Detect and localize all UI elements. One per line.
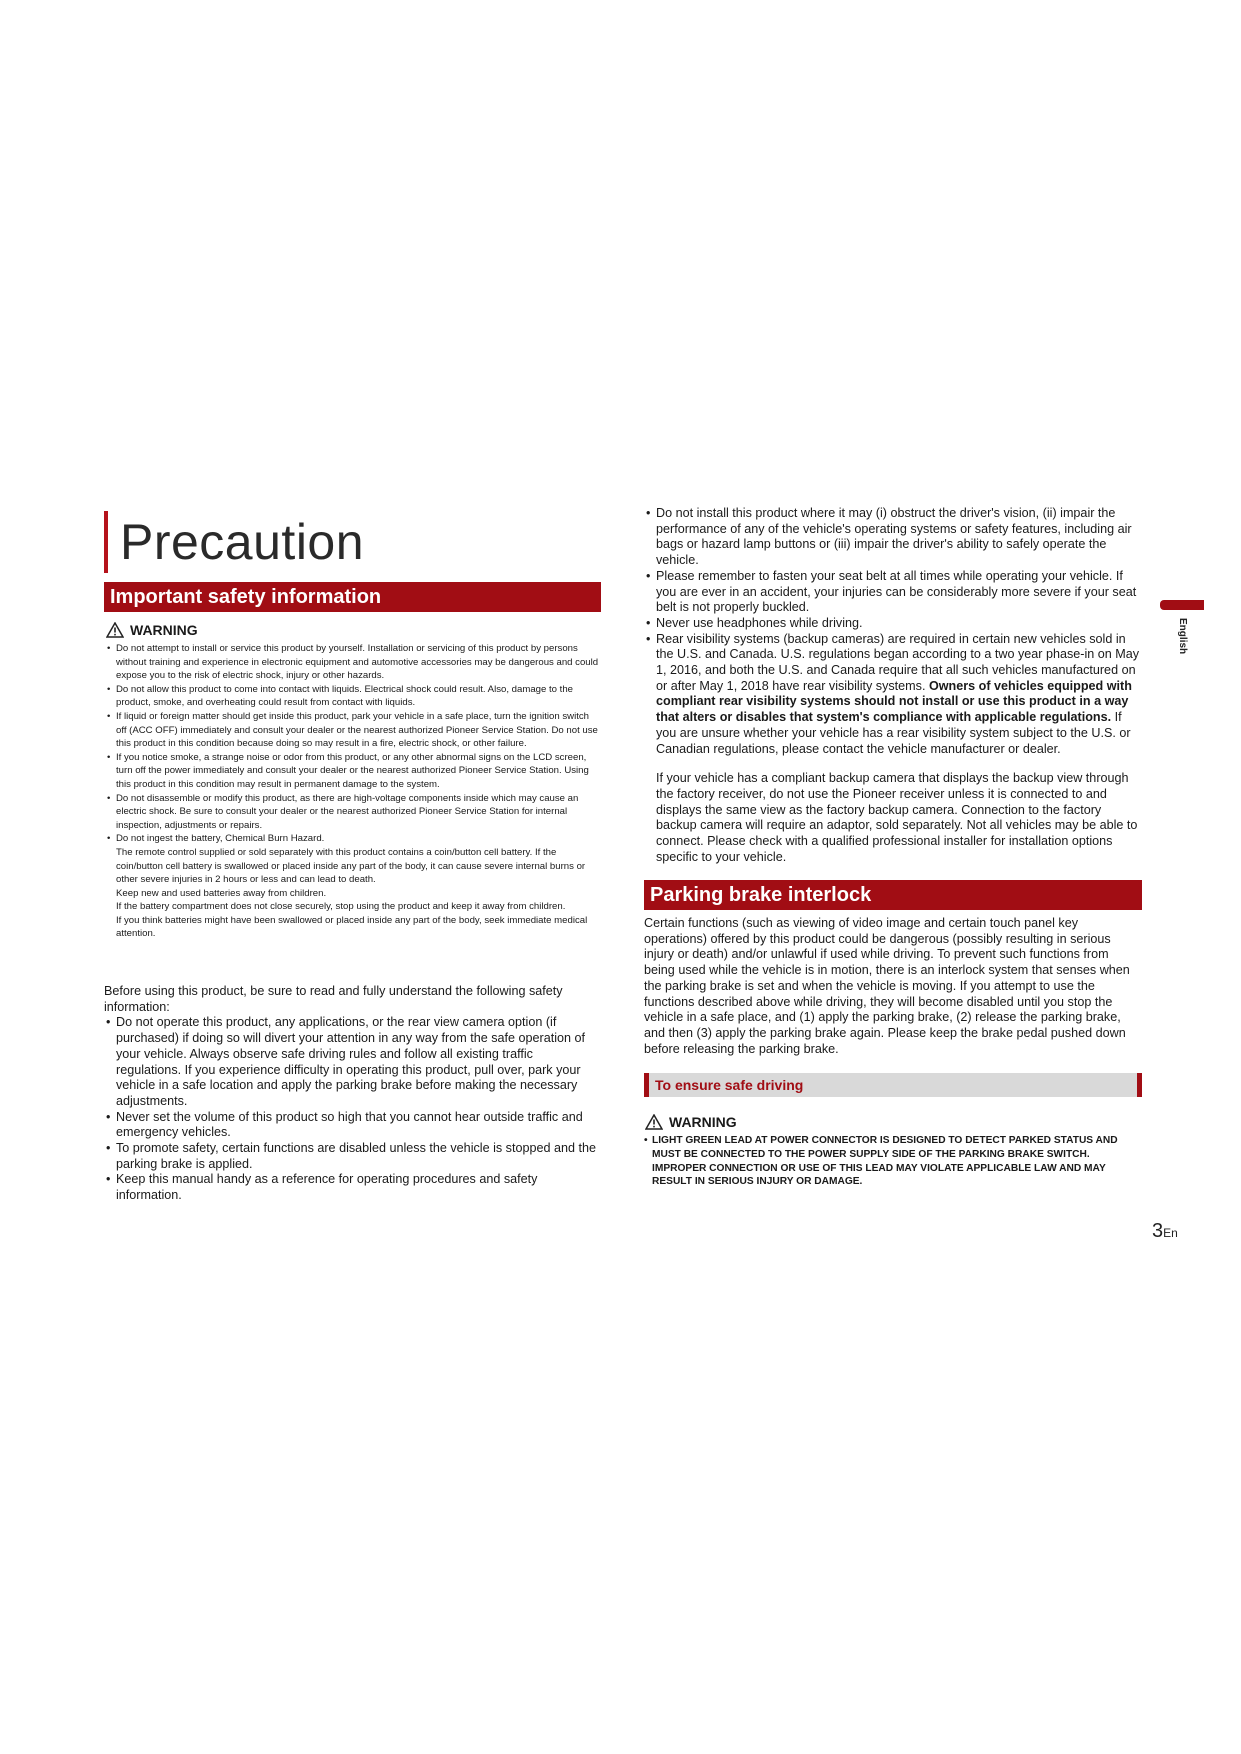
safety-item: • Do not install this product where it may (i) obstruct the driver's vision, (ii) impair the performance of any of the vehicle's operating systems or safety features, including air bags or hazard lamp buttons or (iii) impair the driver's ability to safely operate the vehicle. <box>644 506 1142 569</box>
battery-note: If you think batteries might have been swallowed or placed inside any part of the body, seek immediate medical attention. <box>116 914 588 940</box>
subsection-header-safe-driving: To ensure safe driving <box>644 1073 1142 1097</box>
safety-item: • Do not operate this product, any applications, or the rear view camera option (if purchased) if doing so will divert your attention in any way from the safe operation of your vehicle. Always observe safe driving rules and follow all existing traffic regulations. If you experience difficulty in operating this product, pull over, park your vehicle in a safe location and apply the parking brake before making the necessary adjustments. <box>104 1015 601 1109</box>
warning-item: • If liquid or foreign matter should get inside this product, park your vehicle in a safe place, turn the ignition switch off (ACC OFF) immediately and consult your dealer or the nearest authorized Pioneer Service Station. Do not use this product in this condition because doing so may result in a fire, electric shock, or other failure. <box>104 710 601 751</box>
safety-item: • Keep this manual handy as a reference for operating procedures and safety information. <box>104 1172 601 1203</box>
battery-note: Keep new and used batteries away from children. <box>116 887 327 899</box>
caps-warning-list <box>644 1134 1142 1189</box>
page-number-value: 3 <box>1152 1220 1164 1242</box>
battery-note: The remote control supplied or sold separately with this product contains a coin/button cell battery. If the coin/button cell battery is swallowed or placed inside any part of the body, it can cause severe internal burns or other severe injuries in 2 hours or less and can lead to death. <box>116 846 586 886</box>
warning-triangle-icon <box>106 622 124 638</box>
warning-triangle-icon <box>645 1114 663 1130</box>
warning-heading <box>106 622 198 638</box>
language-tab-label: English <box>1177 618 1188 655</box>
warning-label: WARNING <box>669 1114 737 1130</box>
safety-intro: Before using this product, be sure to read and fully understand the following safety information: <box>104 984 563 1014</box>
rear-visibility-bold: Owners of vehicles equipped with compliant rear visibility systems should not install or use this product in a way that alters or disables that system's compliance with applicable regulations. <box>656 678 1132 725</box>
safety-item: • Please remember to fasten your seat belt at all times while operating your vehicle. If you are ever in an accident, your injuries can be considerably more severe if your seat belt is not properly buckled. <box>644 569 1142 616</box>
warning-item: • Do not ingest the battery, Chemical Burn Hazard. <box>104 832 601 846</box>
backup-camera-paragraph: If your vehicle has a compliant backup camera that displays the backup view through the factory receiver, do not use the Pioneer receiver unless it is connected to and displays the same view as the factory backup camera. Connection to the factory backup camera will require an adaptor, sold separately. Not all vehicles may be able to connect. Please check with a qualified professional installer for installation options specific to your vehicle. <box>656 771 1138 864</box>
safety-info-block <box>104 984 601 1204</box>
parking-paragraph: Certain functions (such as viewing of video image and certain touch panel key operations) offered by this product could be dangerous (possibly resulting in serious injury or death) and/or unlawful if used while driving. To prevent such functions from being used while the vehicle is in motion, there is an interlock system that senses when the parking brake is set and when the vehicle is moving. If you attempt to use the functions described above while driving, they will become disabled until you stop the vehicle in a safe place, and (1) apply the parking brake, (2) release the parking brake, and then (3) apply the parking brake again. Please keep the brake pedal pushed down before releasing the parking brake. <box>644 916 1130 1056</box>
language-tab-marker <box>1160 600 1204 610</box>
page-title-block <box>104 510 364 574</box>
rear-visibility-item <box>644 632 1142 758</box>
caps-warning-item: • LIGHT GREEN LEAD AT POWER CONNECTOR IS DESIGNED TO DETECT PARKED STATUS AND MUST BE CONNECTED TO THE POWER SUPPLY SIDE OF THE PARKING BRAKE SWITCH. IMPROPER CONNECTION OR USE OF THIS LEAD MAY VIOLATE APPLICABLE LAW AND MAY RESULT IN SERIOUS INJURY OR DAMAGE. <box>644 1134 1142 1189</box>
right-safety-block <box>644 506 1142 865</box>
warning-heading <box>645 1114 737 1130</box>
section-header-safety: Important safety information <box>104 582 601 612</box>
battery-note: If the battery compartment does not close securely, stop using the product and keep it away from children. <box>116 901 566 913</box>
page-number <box>1152 1220 1178 1243</box>
warning-item: • Do not attempt to install or service this product by yourself. Installation or servicing of this product by persons without training and experience in electronic equipment and automotive accessories may be dangerous and could expose you to the risk of electric shock, injury or other hazards. <box>104 642 601 683</box>
page-title: Precaution <box>120 514 365 570</box>
safety-item: • Never use headphones while driving. <box>644 616 1142 632</box>
warning-item: • Do not allow this product to come into contact with liquids. Electrical shock could result. Also, damage to the product, smoke, and overheating could result from contact with liquids. <box>104 683 601 710</box>
title-accent-bar <box>104 511 108 573</box>
safety-item: • To promote safety, certain functions are disabled unless the vehicle is stopped and the parking brake is applied. <box>104 1141 601 1172</box>
page-number-lang: En <box>1163 1226 1178 1240</box>
rear-visibility-text: Rear visibility systems (backup cameras) are required in certain new vehicles sold in the U.S. and Canada. U.S. regulations began according to a two year phase-in on May 1, 2016, and both the U.S. and Canada require that all such vehicles manufactured on or after May 1, 2018 have rear visibility systems. <box>656 631 1140 693</box>
section-header-parking: Parking brake interlock <box>644 880 1142 910</box>
rear-visibility-contact: If you are unsure whether your vehicle has a rear visibility system subject to the U.S. or Canadian regulations, please contact the vehicle manufacturer or dealer. <box>656 710 1131 756</box>
warning-list <box>104 642 601 941</box>
warning-item: • If you notice smoke, a strange noise or odor from this product, or any other abnormal signs on the LCD screen, turn off the power immediately and consult your dealer or the nearest authorized Pioneer Service Station. Using this product in this condition may result in permanent damage to the system. <box>104 751 601 792</box>
warning-label: WARNING <box>130 622 198 638</box>
warning-item: • Do not disassemble or modify this product, as there are high-voltage components inside which may cause an electric shock. Be sure to consult your dealer or the nearest authorized Pioneer Service Station for internal inspection, adjustments or repairs. <box>104 792 601 833</box>
safety-item: • Never set the volume of this product so high that you cannot hear outside traffic and emergency vehicles. <box>104 1110 601 1141</box>
